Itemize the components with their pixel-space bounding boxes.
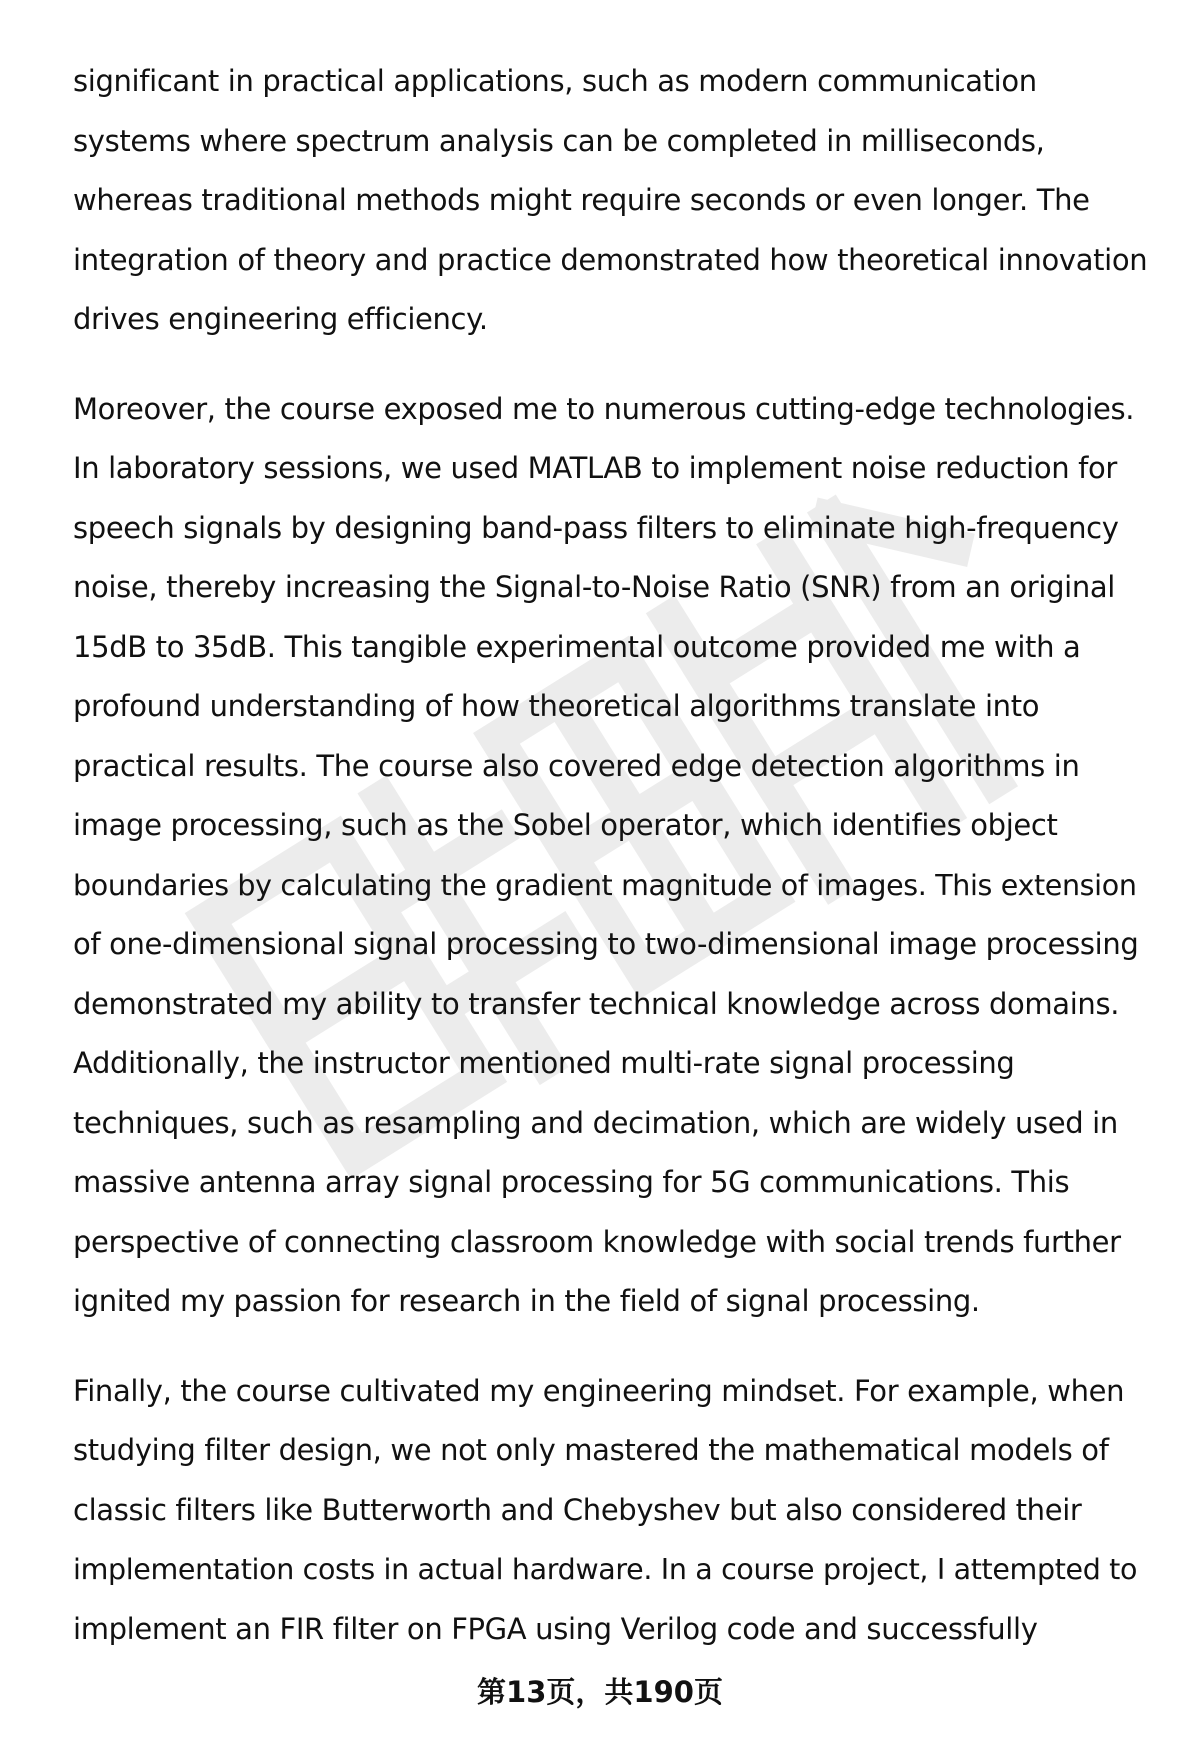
text-line: noise, thereby increasing the Signal-to-Noise Ratio (SNR) from an original (73, 570, 1116, 604)
text-line: classic filters like Butterworth and Chebyshev but also considered their (73, 1492, 1082, 1527)
page-number: 第13页，共190页 (477, 1675, 723, 1709)
text-line: techniques, such as resampling and decimation, which are widely used in (73, 1105, 1118, 1140)
text-line: whereas traditional methods might require seconds or even longer. The (73, 183, 1090, 217)
text-line: Moreover, the course exposed me to numerous cutting-edge technologies. (73, 391, 1135, 426)
text-line: perspective of connecting classroom knowledge with social trends further (73, 1224, 1121, 1259)
text-line: integration of theory and practice demonstrated how theoretical innovation (73, 242, 1148, 277)
text-line: drives engineering efficiency. (73, 302, 488, 336)
text-line: massive antenna array signal processing for 5G communications. This (73, 1165, 1070, 1199)
text-line: implement an FIR filter on FPGA using Verilog code and successfully (73, 1611, 1038, 1646)
text-line: ignited my passion for research in the field of signal processing. (73, 1284, 980, 1318)
text-line: studying filter design, we not only mastered the mathematical models of (73, 1433, 1109, 1467)
text-line: In laboratory sessions, we used MATLAB to implement noise reduction for (73, 451, 1117, 485)
text-line: significant in practical applications, such as modern communication (73, 64, 1037, 98)
paragraph-3 (73, 1362, 1153, 1660)
text-line: systems where spectrum analysis can be completed in milliseconds, (73, 123, 1045, 158)
paragraph-1 (73, 52, 1153, 350)
text-line: Finally, the course cultivated my engineering mindset. For example, when (73, 1373, 1125, 1408)
text-line: demonstrated my ability to transfer technical knowledge across domains. (73, 986, 1120, 1021)
body-text (73, 52, 1153, 1659)
text-line: Additionally, the instructor mentioned multi-rate signal processing (73, 1046, 1015, 1080)
text-line: image processing, such as the Sobel operator, which identifies object (73, 808, 1058, 842)
text-line: boundaries by calculating the gradient magnitude of images. This extension (73, 868, 1137, 902)
text-line: profound understanding of how theoretical algorithms translate into (73, 689, 1040, 723)
text-line: implementation costs in actual hardware. In a course project, I attempted to (73, 1553, 1138, 1586)
text-line: practical results. The course also covered edge detection algorithms in (73, 748, 1080, 783)
text-line: of one-dimensional signal processing to two-dimensional image processing (73, 927, 1139, 961)
text-line: speech signals by designing band-pass filters to eliminate high-frequency (73, 510, 1119, 545)
text-line: 15dB to 35dB. This tangible experimental outcome provided me with a (73, 629, 1081, 664)
paragraph-2 (73, 380, 1153, 1332)
